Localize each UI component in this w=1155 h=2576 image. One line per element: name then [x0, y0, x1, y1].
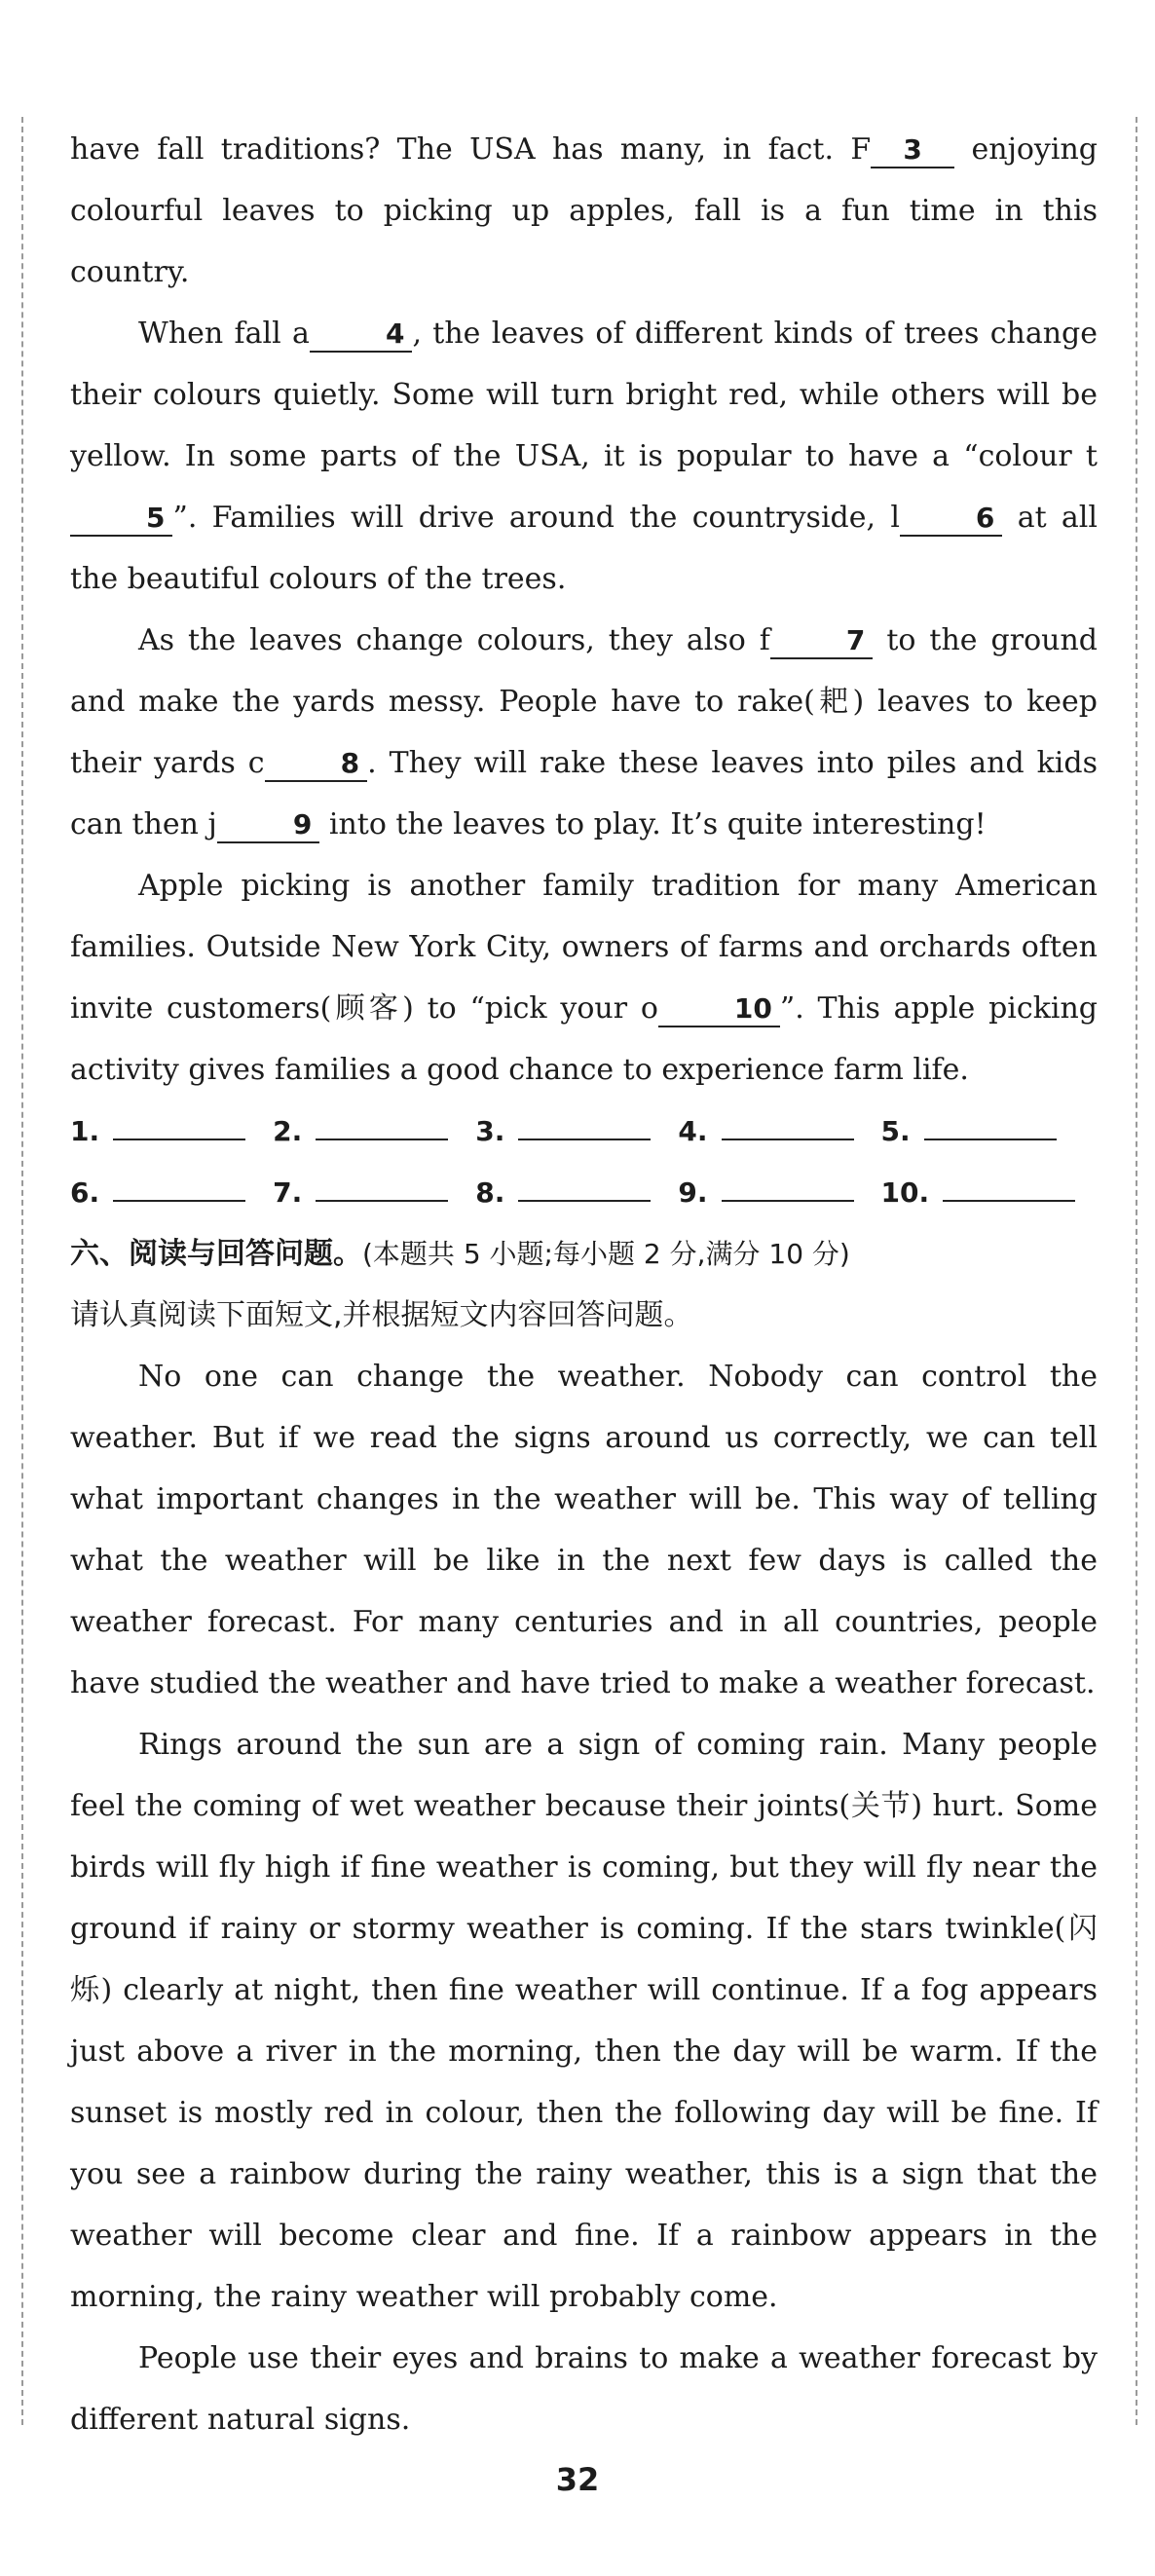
answer-line[interactable]: [316, 1109, 448, 1140]
passage1-paragraph-0: have fall traditions? The USA has many, in fact. F 3 enjoying colourful leaves to picking up apples, fall is a fun time in this country.: [70, 132, 1098, 289]
answer-line[interactable]: [722, 1109, 854, 1140]
right-dashed-margin: [1136, 117, 1137, 2425]
answer-row-1: [70, 1101, 1098, 1162]
answer-slot: 10.: [881, 1162, 1076, 1223]
answer-slot: 2.: [273, 1101, 448, 1162]
blank-5: 5: [70, 502, 172, 537]
blank-3: 3: [871, 133, 954, 168]
answer-slot: 8.: [475, 1162, 651, 1223]
passage2-paragraph-1: Rings around the sun are a sign of coming rain. Many people feel the coming of wet weather because their joints(关节) hurt. Some birds will fly high if fine weather is coming, but they will fly near the ground if rainy or stormy weather is coming. If the stars twinkle(闪烁) clearly at night, then fine weather will continue. If a fog appears just above a river in the morning, then the day will be warm. If the sunset is mostly red in colour, then the following day will be fine. If you see a rainbow during the rainy weather, this is a sign that the weather will become clear and fine. If a rainbow appears in the morning, the rainy weather will probably come.: [70, 1728, 1098, 2314]
answer-line[interactable]: [924, 1109, 1057, 1140]
blank-8: 8: [265, 747, 367, 782]
passage1-paragraph-3: Apple picking is another family tradition for many American families. Outside New York City, owners of farms and orchards often invite customers(顾客) to “pick your o 10 ”. This apple picking activity gives families a good chance to experience farm life.: [70, 869, 1098, 1087]
blank-6: 6: [900, 502, 1002, 537]
section-title: 六、阅读与回答问题。: [70, 1237, 362, 1271]
section-instruction: 请认真阅读下面短文,并根据短文内容回答问题。: [70, 1298, 693, 1332]
answer-row-2: [70, 1162, 1098, 1223]
answer-line[interactable]: [113, 1171, 245, 1202]
answer-slot: 6.: [70, 1162, 245, 1223]
answer-slot: 3.: [475, 1101, 651, 1162]
answer-line[interactable]: [722, 1171, 854, 1202]
page-number: 32: [555, 2461, 600, 2498]
passage2-paragraph-2: People use their eyes and brains to make a weather forecast by different natural signs.: [70, 2341, 1098, 2437]
passage-1: [70, 119, 1098, 2450]
answer-line[interactable]: [943, 1171, 1075, 1202]
answer-slot: 9.: [678, 1162, 853, 1223]
answer-slot: 7.: [273, 1162, 448, 1223]
passage2-paragraph-0: No one can change the weather. Nobody can control the weather. But if we read the signs around us correctly, we can tell what important changes in the weather will be. This way of telling what the weather will be like in the next few days is called the weather forecast. For many centuries and in all countries, people have studied the weather and have tried to make a weather forecast.: [70, 1360, 1098, 1700]
answer-line[interactable]: [518, 1171, 651, 1202]
blank-9: 9: [217, 808, 319, 843]
passage1-paragraph-2: As the leaves change colours, they also f 7 to the ground and make the yards messy. People have to rake(耙) leaves to keep their yards c 8 . They will rake these leaves into piles and kids can then j 9 into the leaves to play. It’s quite interesting!: [70, 623, 1098, 841]
answer-line[interactable]: [518, 1109, 651, 1140]
section-note: (本题共 5 小题;每小题 2 分,满分 10 分): [362, 1238, 850, 1270]
section-heading: [70, 1223, 1098, 1285]
answer-slot: 1.: [70, 1101, 245, 1162]
blank-7: 7: [770, 624, 873, 659]
answer-slot: 4.: [678, 1101, 853, 1162]
answer-line[interactable]: [316, 1171, 448, 1202]
answer-slot: 5.: [881, 1101, 1057, 1162]
answer-line[interactable]: [113, 1109, 245, 1140]
blank-10: 10: [658, 992, 780, 1027]
passage1-paragraph-1: When fall a 4 , the leaves of different kinds of trees change their colours quietly. Some will turn bright red, while others will be yellow. In some parts of the USA, it is popular to have a “colour t5 ”. Families will drive around the countryside, l 6 at all the beautiful colours of the trees.: [70, 317, 1098, 596]
blank-4: 4: [310, 317, 412, 353]
left-dashed-margin: [21, 117, 23, 2425]
